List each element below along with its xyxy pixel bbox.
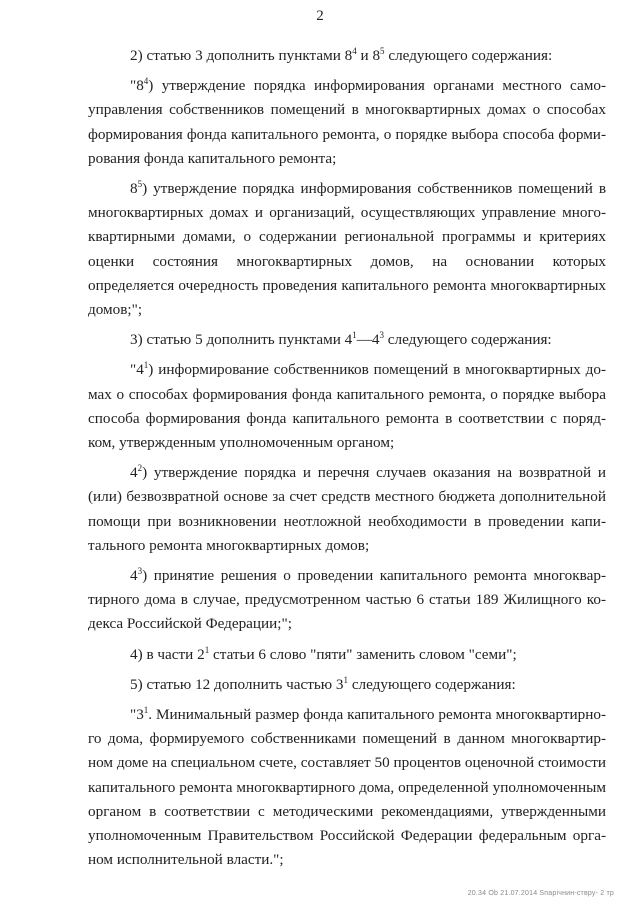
text-run: ) утверждение порядка информирования органами местного самоуправления собственников помещений в многоквартирных домах о способах формирования фонда капитального ремонта, о порядке выбора способа формирования фонда капитального ремонта; bbox=[88, 77, 606, 167]
text-run: —4 bbox=[356, 331, 380, 349]
superscript-index: 1 bbox=[143, 360, 149, 371]
text-run: "8 bbox=[130, 77, 144, 95]
text-run: 4 bbox=[130, 567, 138, 585]
text-run: ) утверждение порядка и перечня случаев оказания на возвратной и (или) безвозвратной основе за счет средств местного бюджета дополнительной помощи при возникновении неотложной необходимости в проведении капитального ремонта многоквартирных домов; bbox=[88, 464, 606, 554]
text-run: 8 bbox=[130, 180, 138, 198]
clause-4-2 bbox=[88, 461, 606, 558]
superscript-index: 1 bbox=[204, 644, 210, 655]
superscript-index: 5 bbox=[380, 46, 385, 56]
text-run: ) информирование собственников помещений в многоквартирных домах о способах формирования фонда капитального ремонта, о порядке выбора способа формирования фонда капитального ремонта в соответствии с порядком, утвержденным уполномоченным органом; bbox=[88, 361, 606, 452]
document-body bbox=[88, 44, 606, 879]
superscript-index: 1 bbox=[352, 330, 357, 341]
text-run: 2) статью 3 дополнить пунктами 8 bbox=[130, 47, 353, 64]
amendment-item-5 bbox=[88, 673, 606, 697]
text-run: 5) статью 12 дополнить частью 3 bbox=[130, 675, 344, 693]
text-run: и 8 bbox=[356, 47, 381, 64]
text-run: статьи 6 слово "пяти" заменить словом "семи"; bbox=[209, 645, 517, 663]
clause-8-4 bbox=[88, 74, 606, 171]
text-run: следующего содержания: bbox=[384, 47, 553, 64]
amendment-item-4 bbox=[88, 643, 606, 667]
text-run: "4 bbox=[130, 361, 144, 379]
superscript-index: 1 bbox=[343, 674, 349, 685]
text-run: следующего содержания: bbox=[384, 331, 552, 349]
clause-4-3 bbox=[88, 564, 606, 637]
clause-8-5 bbox=[88, 177, 606, 322]
text-run: . Минимальный размер фонда капитального ремонта многоквартирного дома, формируемого собственниками помещений в данном многоквартирном доме на специальном счете, составляет 50 процентов оценочной стоимости капитального ремонта многоквартирного дома, определенной уполномоченным органом в соответствии с методическими рекомендациями, утвержденными уполномоченным Правительством Российской Федерации федеральным органом исполнительной власти."; bbox=[88, 706, 606, 869]
text-run: "3 bbox=[130, 706, 144, 724]
superscript-index: 4 bbox=[143, 76, 149, 87]
text-run: 3) статью 5 дополнить пунктами 4 bbox=[130, 331, 353, 349]
superscript-index: 4 bbox=[352, 46, 357, 56]
superscript-index: 3 bbox=[137, 566, 143, 577]
footer-stamp: 20.34 Ob 21.07.2014 Ѕпарічнин-ствру- 2 тр bbox=[467, 890, 614, 897]
text-run: ) утверждение порядка информирования собственников помещений в многоквартирных домах и организаций, осуществляющих управление многоквартирными домами, о содержании региональной программы и критериях оценки состояния многоквартирных домов, на основании которых определяется очередность проведения капитального ремонта многоквартирных домов;"; bbox=[88, 180, 606, 319]
amendment-item-3 bbox=[88, 328, 606, 352]
text-run: 4 bbox=[130, 464, 138, 482]
amendment-item-2 bbox=[88, 44, 606, 68]
page-number: 2 bbox=[316, 8, 324, 24]
superscript-index: 5 bbox=[137, 179, 143, 190]
clause-3-1 bbox=[88, 703, 606, 872]
text-run: 4) в части 2 bbox=[130, 645, 205, 663]
superscript-index: 2 bbox=[137, 463, 143, 474]
superscript-index: 1 bbox=[143, 705, 149, 716]
clause-4-1 bbox=[88, 358, 606, 455]
superscript-index: 3 bbox=[379, 330, 384, 341]
text-run: следующего содержания: bbox=[348, 675, 516, 693]
text-run: ) принятие решения о проведении капитального ремонта многоквартирного дома в случае, предусмотренном частью 6 статьи 189 Жилищного кодекса Российской Федерации;"; bbox=[88, 567, 606, 633]
